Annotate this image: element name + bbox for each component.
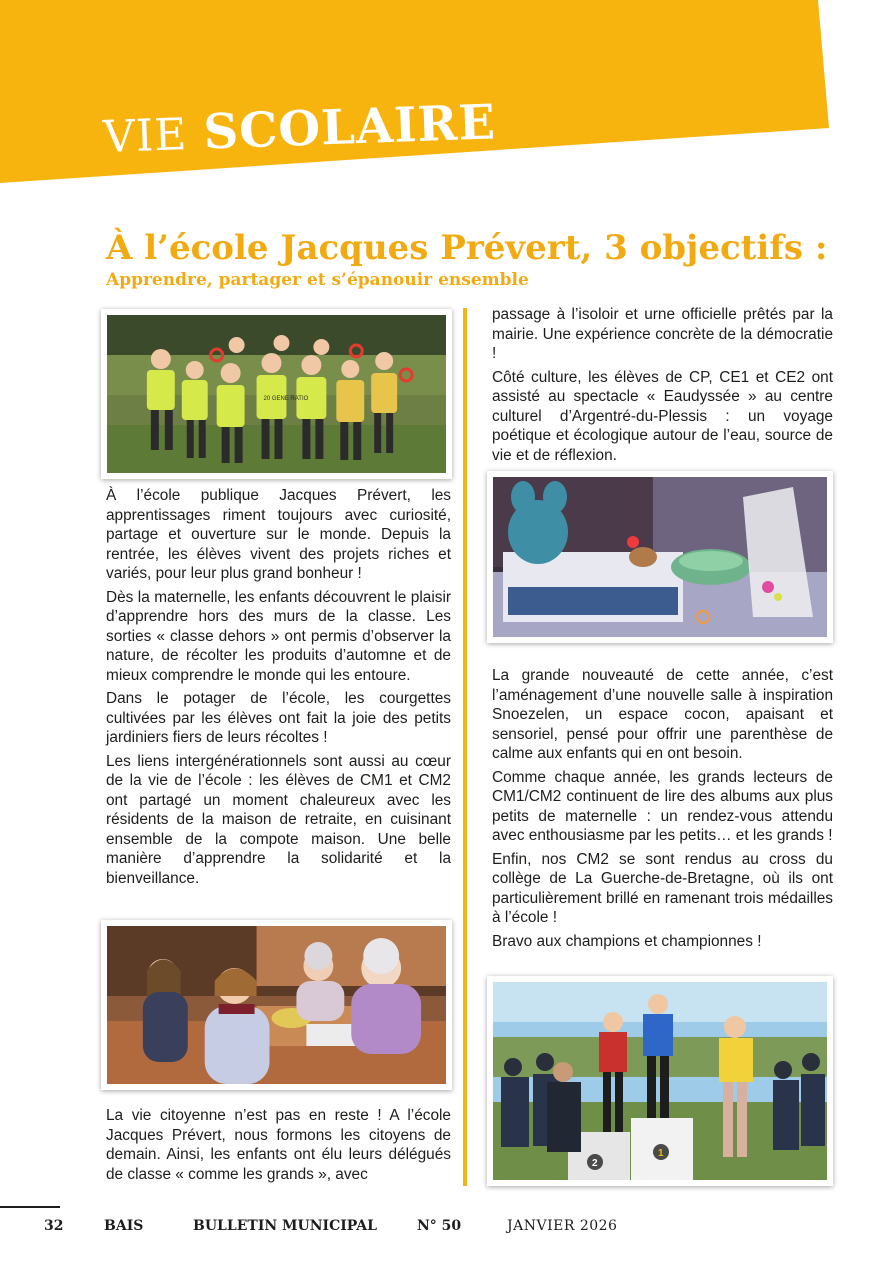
photo-salle-snoezelen <box>487 471 833 643</box>
paragraph: À l’école publique Jacques Prévert, les apprentissages riment toujours avec curiosité, partage et ouverture sur le monde. Depuis la rentrée, les élèves vivent des projets riches et variés, pour leur plus grand bonheur ! <box>106 487 451 582</box>
footer-issue: N° 50 <box>417 1218 462 1234</box>
podium-place-2: 2 <box>592 1158 598 1169</box>
footer-date: JANVIER 2026 <box>507 1218 618 1234</box>
right-column-top-text <box>492 305 833 469</box>
article-subtitle: Apprendre, partager et s’épanouir ensemble <box>106 270 529 290</box>
footer-town: BAIS <box>104 1218 144 1234</box>
paragraph: La vie citoyenne n’est pas en reste ! A l’école Jacques Prévert, nous formons les citoyens de demain. Ainsi, les enfants ont élu leurs délégués de classe « comme les grands », avec <box>106 1107 451 1183</box>
right-column-middle-text <box>492 666 833 955</box>
paragraph: Côté culture, les élèves de CP, CE1 et CE2 ont assisté au spectacle « Eaudyssée » au centre culturel d’Argentré-du-Plessis : un voyage poétique et écologique autour de l’eau, source de vie et de réflexion. <box>492 368 833 464</box>
article-headline: À l’école Jacques Prévert, 3 objectifs : <box>106 228 828 268</box>
footer-page-number: 32 <box>44 1218 64 1234</box>
left-column-text <box>106 486 451 892</box>
paragraph: Comme chaque année, les grands lecteurs de CM1/CM2 continuent de lire des albums aux plus petits de maternelle : un rendez-vous attendu avec enthousiasme par les petits… et les grands ! <box>492 768 833 844</box>
vest-label: 20 GENE RATIO <box>263 395 309 403</box>
photo-classe-dehors <box>101 309 452 479</box>
paragraph: Enfin, nos CM2 se sont rendus au cross du collège de La Guerche-de-Bretagne, où ils ont particulièrement brillé en ramenant trois médailles à l’école ! <box>492 850 833 926</box>
paragraph: La grande nouveauté de cette année, c’est l’aménagement d’une nouvelle salle à inspiration Snoezelen, un espace cocon, apaisant et sensoriel, pensé pour offrir une parenthèse de calme aux enfants qui en ont besoin. <box>492 667 833 762</box>
paragraph: Dès la maternelle, les enfants découvrent le plaisir d’apprendre hors des murs de la classe. Les sorties « classe dehors » ont permis d’observer la nature, de récolter les produits d’automne et de mieux comprendre le monde qui les entoure. <box>106 588 451 684</box>
footer-rule <box>0 1206 60 1208</box>
paragraph: Les liens intergénérationnels sont aussi au cœur de la vie de l’école : les élèves de CM1 et CM2 ont partagé un moment chaleureux avec les résidents de la maison de retraite, en cuisinant ensemble de la compote maison. Une belle manière d’apprendre la solidarité et la bienveillance. <box>106 752 451 887</box>
photo-maison-de-retraite <box>101 920 452 1090</box>
paragraph: passage à l’isoloir et urne officielle prêtés par la mairie. Une expérience concrète de la démocratie ! <box>492 306 833 362</box>
paragraph: Dans le potager de l’école, les courgettes cultivées par les élèves ont fait la joie des petits jardiniers fiers de leurs récoltes ! <box>106 690 451 746</box>
left-column-bottom-text <box>106 1106 451 1188</box>
paragraph: Bravo aux champions et championnes ! <box>492 932 762 950</box>
footer-publication: BULLETIN MUNICIPAL <box>193 1218 377 1234</box>
section-title-bold: SCOLAIRE <box>202 94 497 161</box>
section-title-light: VIE <box>102 109 189 164</box>
column-divider <box>463 308 467 1186</box>
podium-place-1: 1 <box>658 1148 664 1159</box>
photo-cross-podium <box>487 976 833 1186</box>
